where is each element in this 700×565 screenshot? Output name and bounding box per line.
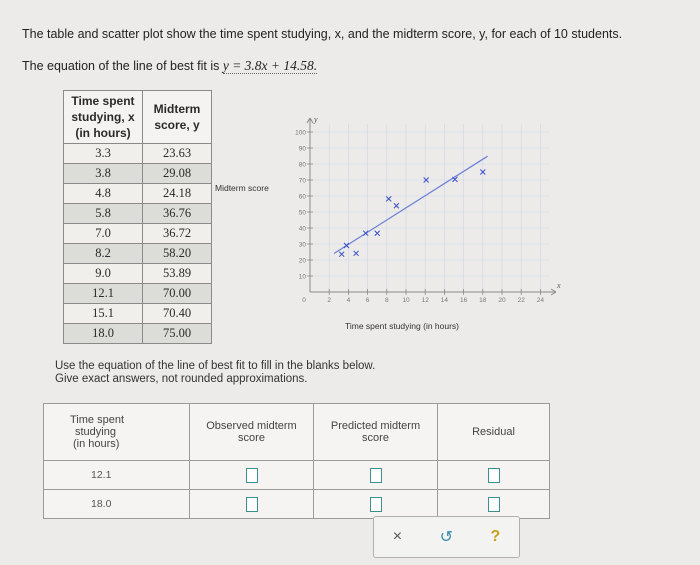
best-fit-line — [334, 156, 488, 253]
table-row: 7.0 36.72 — [64, 224, 212, 244]
residual-cell — [438, 461, 550, 490]
scatter-plot — [200, 92, 561, 342]
observed-cell — [190, 461, 314, 490]
chart-grid — [310, 124, 550, 292]
residual-input-18-0[interactable] — [488, 497, 500, 512]
equation-line — [22, 58, 317, 74]
y-axis-label: Midterm score — [215, 183, 269, 193]
x-tick-label: 20 — [498, 297, 506, 304]
x-axis-label: Time spent studying (in hours) — [345, 321, 460, 331]
table-row: 4.8 24.18 — [64, 184, 212, 204]
predicted-cell — [314, 461, 438, 490]
answer-table — [43, 403, 550, 519]
y-tick-label: 70 — [298, 177, 306, 185]
x-tick-label: 6 — [365, 297, 370, 304]
data-point — [452, 177, 457, 182]
header-residual: Residual — [438, 404, 550, 461]
x-tick-label: 4 — [346, 297, 351, 304]
y-tick-label: 80 — [298, 161, 306, 169]
x-tick-label: 2 — [327, 297, 332, 304]
data-point — [354, 251, 359, 256]
predicted-input-12-1[interactable] — [370, 468, 382, 483]
table-row: 18.0 75.00 — [64, 324, 212, 344]
table-row: 9.0 53.89 — [64, 264, 212, 284]
table-row: 15.1 70.40 — [64, 304, 212, 324]
observed-input-12-1[interactable] — [246, 468, 258, 483]
header-midterm-score: Midterm score, y — [143, 91, 212, 144]
y-tick-label: 60 — [298, 193, 306, 201]
residual-input-12-1[interactable] — [488, 468, 500, 483]
instructions: Use the equation of the line of best fit to fill in the blanks below. Give exact answers, not rounded approximations. — [55, 360, 376, 385]
header-time: Time spent studying (in hours) — [44, 404, 190, 461]
x-tick-label: 18 — [479, 297, 487, 304]
observed-cell — [190, 490, 314, 519]
data-point — [375, 231, 380, 236]
data-point — [339, 252, 344, 257]
data-table — [63, 90, 212, 344]
y-tick-label: 30 — [298, 241, 306, 249]
best-fit-equation: y = 3.8x + 14.58. — [222, 58, 318, 73]
residual-cell — [438, 490, 550, 519]
undo-button[interactable]: ↺ — [439, 529, 453, 546]
observed-input-18-0[interactable] — [246, 497, 258, 512]
header-observed: Observed midterm score — [190, 404, 314, 461]
y-tick-label: 40 — [298, 225, 306, 233]
header-predicted: Predicted midterm score — [314, 404, 438, 461]
x-tick-label: 16 — [459, 297, 468, 304]
answer-toolbar — [373, 516, 520, 558]
y-tick-label: 90 — [298, 145, 306, 153]
x-tick-label: 22 — [517, 297, 525, 304]
table-row: 3.3 23.63 — [64, 144, 212, 164]
predicted-input-18-0[interactable] — [370, 497, 382, 512]
time-value: 18.0 — [44, 490, 190, 519]
x-tick-label: 8 — [384, 297, 389, 304]
time-value: 12.1 — [44, 461, 190, 490]
help-button[interactable]: ? — [490, 528, 501, 545]
answer-row — [44, 490, 550, 519]
best-fit-line-segment — [334, 156, 488, 253]
x-tick-label: 14 — [440, 297, 449, 304]
predicted-cell — [314, 490, 438, 519]
y-tick-label: 50 — [298, 209, 306, 217]
y-tick-label: 20 — [298, 257, 306, 265]
chart-axes — [307, 115, 561, 295]
table-row: 3.8 29.08 — [64, 164, 212, 184]
x-axis-letter: x — [557, 281, 561, 290]
origin-label: 0 — [302, 297, 306, 304]
answer-row — [44, 461, 550, 490]
table-row: 12.1 70.00 — [64, 284, 212, 304]
problem-intro: The table and scatter plot show the time spent studying, x, and the midterm score, y, for each of 10 students. — [22, 27, 623, 41]
table-row: 5.8 36.76 — [64, 204, 212, 224]
table-row: 8.2 58.20 — [64, 244, 212, 264]
x-tick-label: 24 — [536, 297, 545, 304]
x-tick-label: 12 — [421, 297, 429, 304]
clear-button[interactable]: × — [392, 528, 403, 545]
y-tick-label: 10 — [298, 273, 306, 281]
header-time-studying: Time spent studying, x (in hours) — [64, 91, 143, 144]
y-axis-letter: y — [314, 115, 318, 124]
equation-prefix: The equation of the line of best fit is — [22, 59, 223, 73]
x-tick-label: 10 — [402, 297, 410, 304]
y-tick-label: 100 — [295, 129, 306, 137]
data-point — [394, 203, 399, 208]
chart-ticks — [295, 130, 544, 305]
